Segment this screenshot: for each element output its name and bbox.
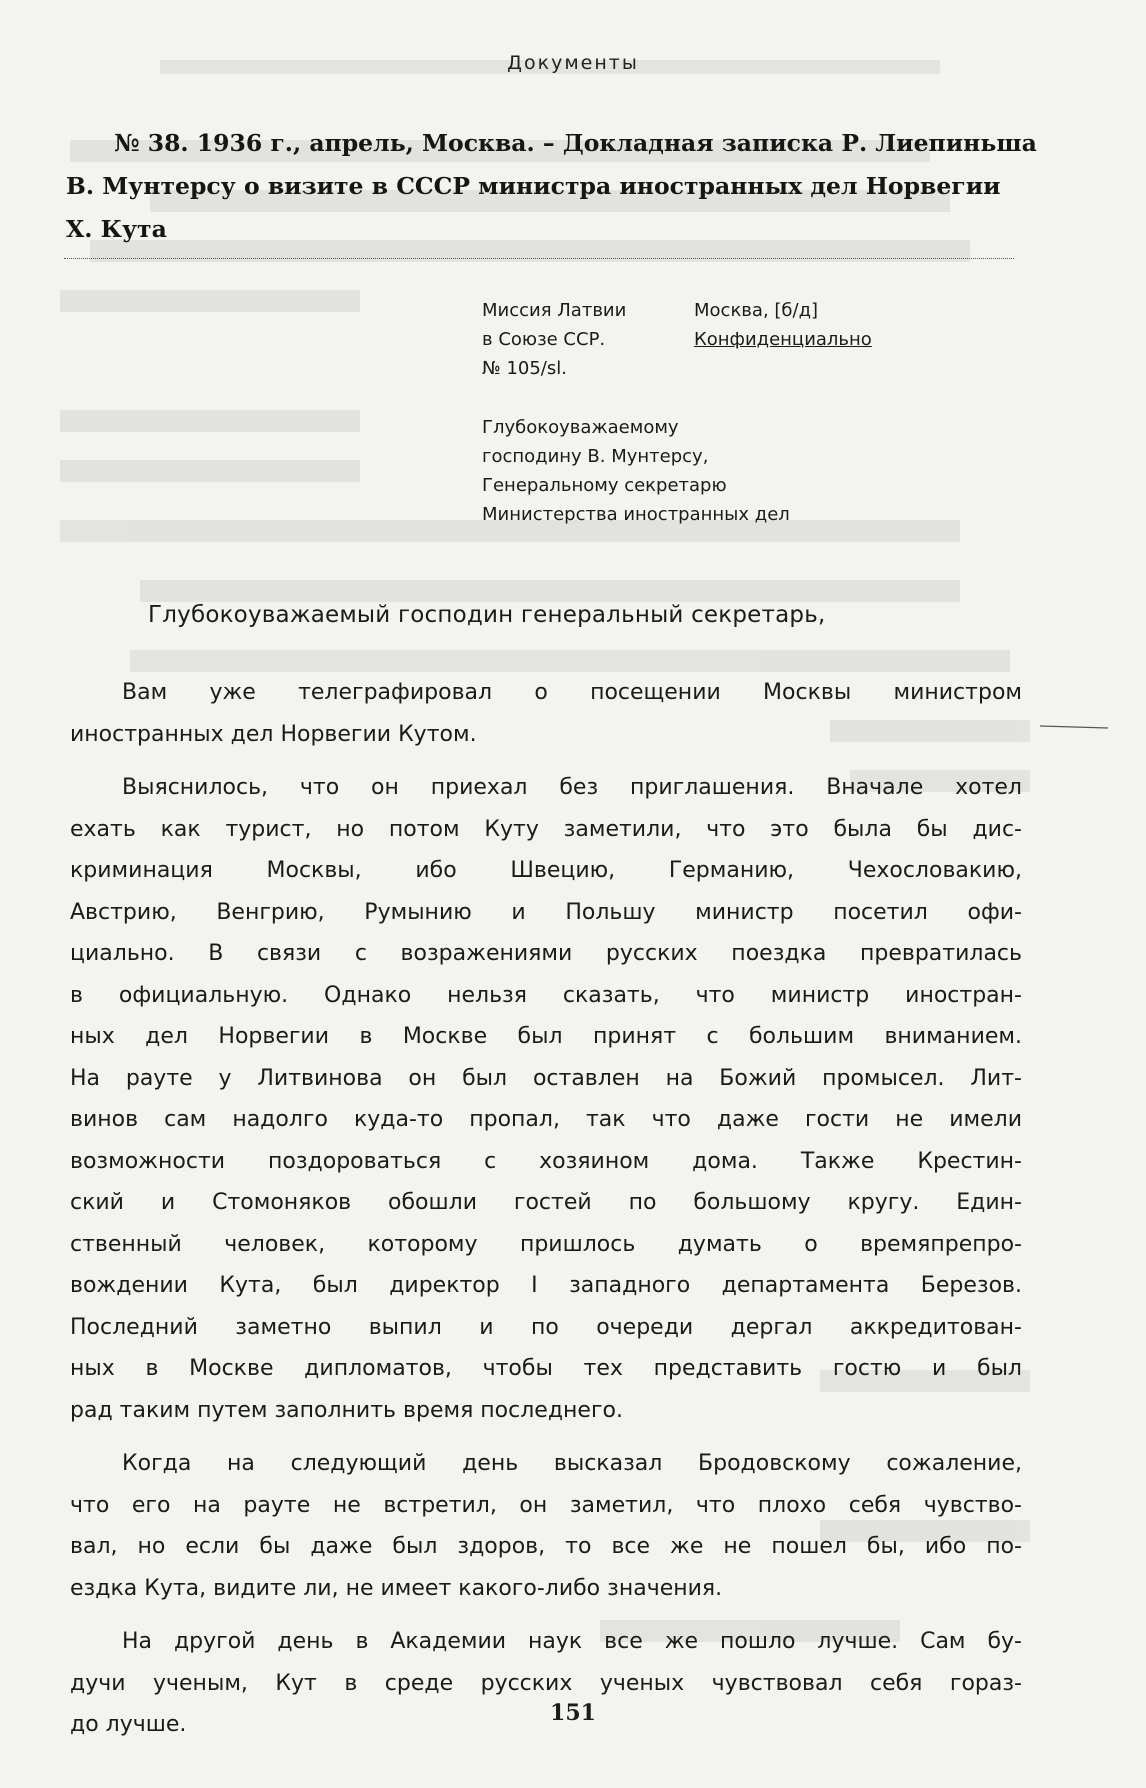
body-paragraph bbox=[70, 1443, 1022, 1609]
body-line: ездка Кута, видите ли, не имеет какого-либо значения. bbox=[70, 1575, 723, 1601]
body-line: Когда на следующий день высказал Бродовскому сожаление, bbox=[122, 1451, 1022, 1476]
body-paragraph bbox=[70, 767, 1022, 1431]
body-line: возможности поздороваться с хозяином дома. Также Крестин- bbox=[70, 1148, 1022, 1174]
body-line: вождении Кута, был директор I западного департамента Березов. bbox=[70, 1273, 1022, 1298]
document-title-line: В. Мунтерсу о визите в СССР министра иностранных дел Норвегии bbox=[66, 172, 1001, 200]
place-date: Москва, [б/д] bbox=[694, 300, 819, 321]
sender-block bbox=[482, 296, 682, 383]
body-line: рад таким путем заполнить время последнего. bbox=[70, 1397, 623, 1423]
sender-line: № 105/sl. bbox=[482, 358, 567, 379]
document-title-line: Х. Кута bbox=[66, 215, 167, 243]
salutation: Глубокоуважаемый господин генеральный секретарь, bbox=[148, 602, 826, 628]
body-line: Вам уже телеграфировал о посещении Москвы министром bbox=[122, 680, 1022, 705]
body-line: винов сам надолго куда-то пропал, так что даже гости не имели bbox=[70, 1107, 1022, 1132]
addressee-line: господину В. Мунтерсу, bbox=[482, 446, 709, 467]
document-title bbox=[66, 122, 1037, 251]
body-line: Последний заметно выпил и по очереди дергал аккредитован- bbox=[70, 1314, 1022, 1340]
addressee-block bbox=[482, 413, 922, 529]
body-line: дучи ученым, Кут в среде русских ученых чувствовал себя гораз- bbox=[70, 1670, 1022, 1696]
body-line: ных в Москве дипломатов, чтобы тех представить гостю и был bbox=[70, 1356, 1022, 1381]
body-line: до лучше. bbox=[70, 1712, 187, 1737]
body-line: что его на рауте не встретил, он заметил, что плохо себя чувство- bbox=[70, 1492, 1022, 1518]
page-number: 151 bbox=[550, 1700, 596, 1726]
body-line: в официальную. Однако нельзя сказать, что министр иностран- bbox=[70, 982, 1022, 1008]
body-line: циально. В связи с возражениями русских поездка превратилась bbox=[70, 941, 1022, 966]
body-line: вал, но если бы даже был здоров, то все же не пошел бы, ибо по- bbox=[70, 1534, 1022, 1559]
body-line: иностранных дел Норвегии Кутом. bbox=[70, 721, 477, 747]
body-paragraph bbox=[70, 672, 1022, 755]
dotted-divider bbox=[64, 258, 1014, 259]
body-line: На рауте у Литвинова он был оставлен на Божий промысел. Лит- bbox=[70, 1065, 1022, 1091]
body-line: Выяснилось, что он приехал без приглашения. Вначале хотел bbox=[122, 775, 1022, 800]
body-line: ехать как турист, но потом Куту заметили, что это была бы дис- bbox=[70, 816, 1022, 842]
classification-mark: Конфиденциально bbox=[694, 329, 872, 350]
body-line: ственный человек, которому пришлось думать о времяпрепро- bbox=[70, 1231, 1022, 1257]
addressee-line: Министерства иностранных дел bbox=[482, 504, 790, 525]
body-line: криминация Москвы, ибо Швецию, Германию, Чехословакию, bbox=[70, 858, 1022, 883]
body-line: ский и Стомоняков обошли гостей по большому кругу. Един- bbox=[70, 1190, 1022, 1215]
addressee-line: Глубокоуважаемому bbox=[482, 417, 679, 438]
running-header: Документы bbox=[507, 52, 639, 74]
document-title-line: № 38. 1936 г., апрель, Москва. – Докладная записка Р. Лиепиньша bbox=[114, 129, 1037, 157]
date-classification-block bbox=[694, 296, 954, 354]
body-line: На другой день в Академии наук все же пошло лучше. Сам бу- bbox=[122, 1629, 1022, 1654]
body-line: ных дел Норвегии в Москве был принят с большим вниманием. bbox=[70, 1024, 1022, 1049]
body-paragraph bbox=[70, 1621, 1022, 1746]
letter-body bbox=[70, 672, 1022, 1758]
sender-line: в Союзе ССР. bbox=[482, 329, 606, 350]
sender-line: Миссия Латвии bbox=[482, 300, 627, 321]
body-line: Австрию, Венгрию, Румынию и Польшу министр посетил офи- bbox=[70, 899, 1022, 925]
addressee-line: Генеральному секретарю bbox=[482, 475, 727, 496]
